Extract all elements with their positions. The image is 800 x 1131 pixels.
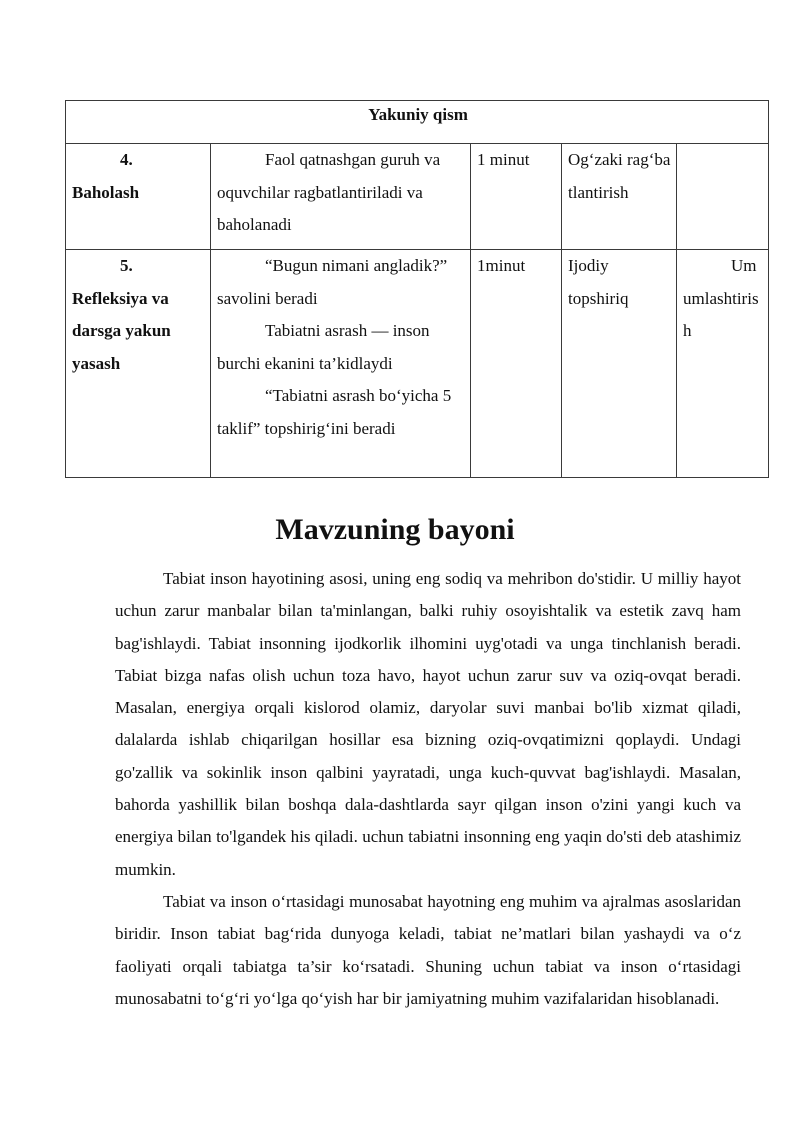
activity-text: “Tabiatni asrash bo‘yicha 5 taklif” topshirig‘ini beradi [217, 386, 452, 438]
note-cell [677, 144, 769, 250]
note-cell [677, 250, 769, 478]
table-row [66, 144, 769, 250]
stage-number: 4. [120, 150, 133, 169]
lesson-plan-table [65, 100, 769, 478]
paragraph: Tabiat inson hayotining asosi, uning eng sodiq va mehribon do'stidir. U milliy hayot uchun zarur manbalar bilan ta'minlangan, balki ruhiy osoyishtalik va estetik zavq ham bag'ishlaydi. Tabiat insonning ijodkorlik ilhomini uyg'otadi va unga tinchlanish beradi. Tabiat bizga nafas olish uchun toza havo, hayot uchun zarur suv va oziq-ovqat beradi. Masalan, energiya orqali kislorod olamiz, daryolar suvi manbai bo'lib xizmat qiladi, dalalarda ishlab chiqarilgan hosillar esa bizning oziq-ovqatimizni qoplaydi. Undagi go'zallik va sokinlik inson qalbini yayratadi, unga kuch-quvvat bag'ishlaydi. Masalan, bahorda yashillik bilan boshqa dala-dashtlarda sayr qilgan inson o'zini yangi kuch va energiya bilan to'lgandek his qiladi. uchun tabiatni insonning eng yaqin do'sti deb atashimiz mumkin. [115, 569, 741, 879]
activity-text: Faol qatnashgan guruh va oquvchilar ragbatlantiriladi va baholanadi [217, 150, 441, 234]
method-cell [562, 144, 677, 250]
method-text: Ijodiy topshiriq [568, 256, 629, 308]
activity-cell [211, 144, 471, 250]
table-row [66, 250, 769, 478]
stage-name: Refleksiya va darsga yakun yasash [72, 288, 171, 373]
time-cell: 1minut [471, 250, 562, 478]
note-text: Umumlashtirish [683, 256, 759, 340]
stage-cell [66, 250, 211, 478]
method-cell [562, 250, 677, 478]
time-cell: 1 minut [471, 144, 562, 250]
page-heading: Mavzuning bayoni [275, 513, 515, 546]
stage-cell [66, 144, 211, 250]
activity-text: Tabiatni asrash — inson burchi ekanini ta’kidlaydi [217, 321, 430, 373]
section-title: Yakuniy qism [66, 101, 769, 144]
table-section-header-row [66, 101, 769, 144]
stage-number: 5. [120, 256, 133, 275]
body-text [115, 563, 741, 1015]
activity-text: “Bugun nimani angladik?” savolini beradi [217, 256, 448, 308]
method-text: Og‘zaki rag‘batlantirish [568, 150, 671, 202]
stage-name: Baholash [72, 182, 140, 202]
paragraph: Tabiat va inson o‘rtasidagi munosabat hayotning eng muhim va ajralmas asoslaridan biridir. Inson tabiat bag‘rida dunyoga keladi, tabiat ne’matlari bilan yashaydi va o‘z faoliyati orqali tabiatga ta’sir ko‘rsatadi. Shuning uchun tabiat va inson o‘rtasidagi munosabatni to‘g‘ri yo‘lga qo‘yish har bir jamiyatning muhim vazifalaridan hisoblanadi. [115, 891, 741, 1008]
activity-cell [211, 250, 471, 478]
